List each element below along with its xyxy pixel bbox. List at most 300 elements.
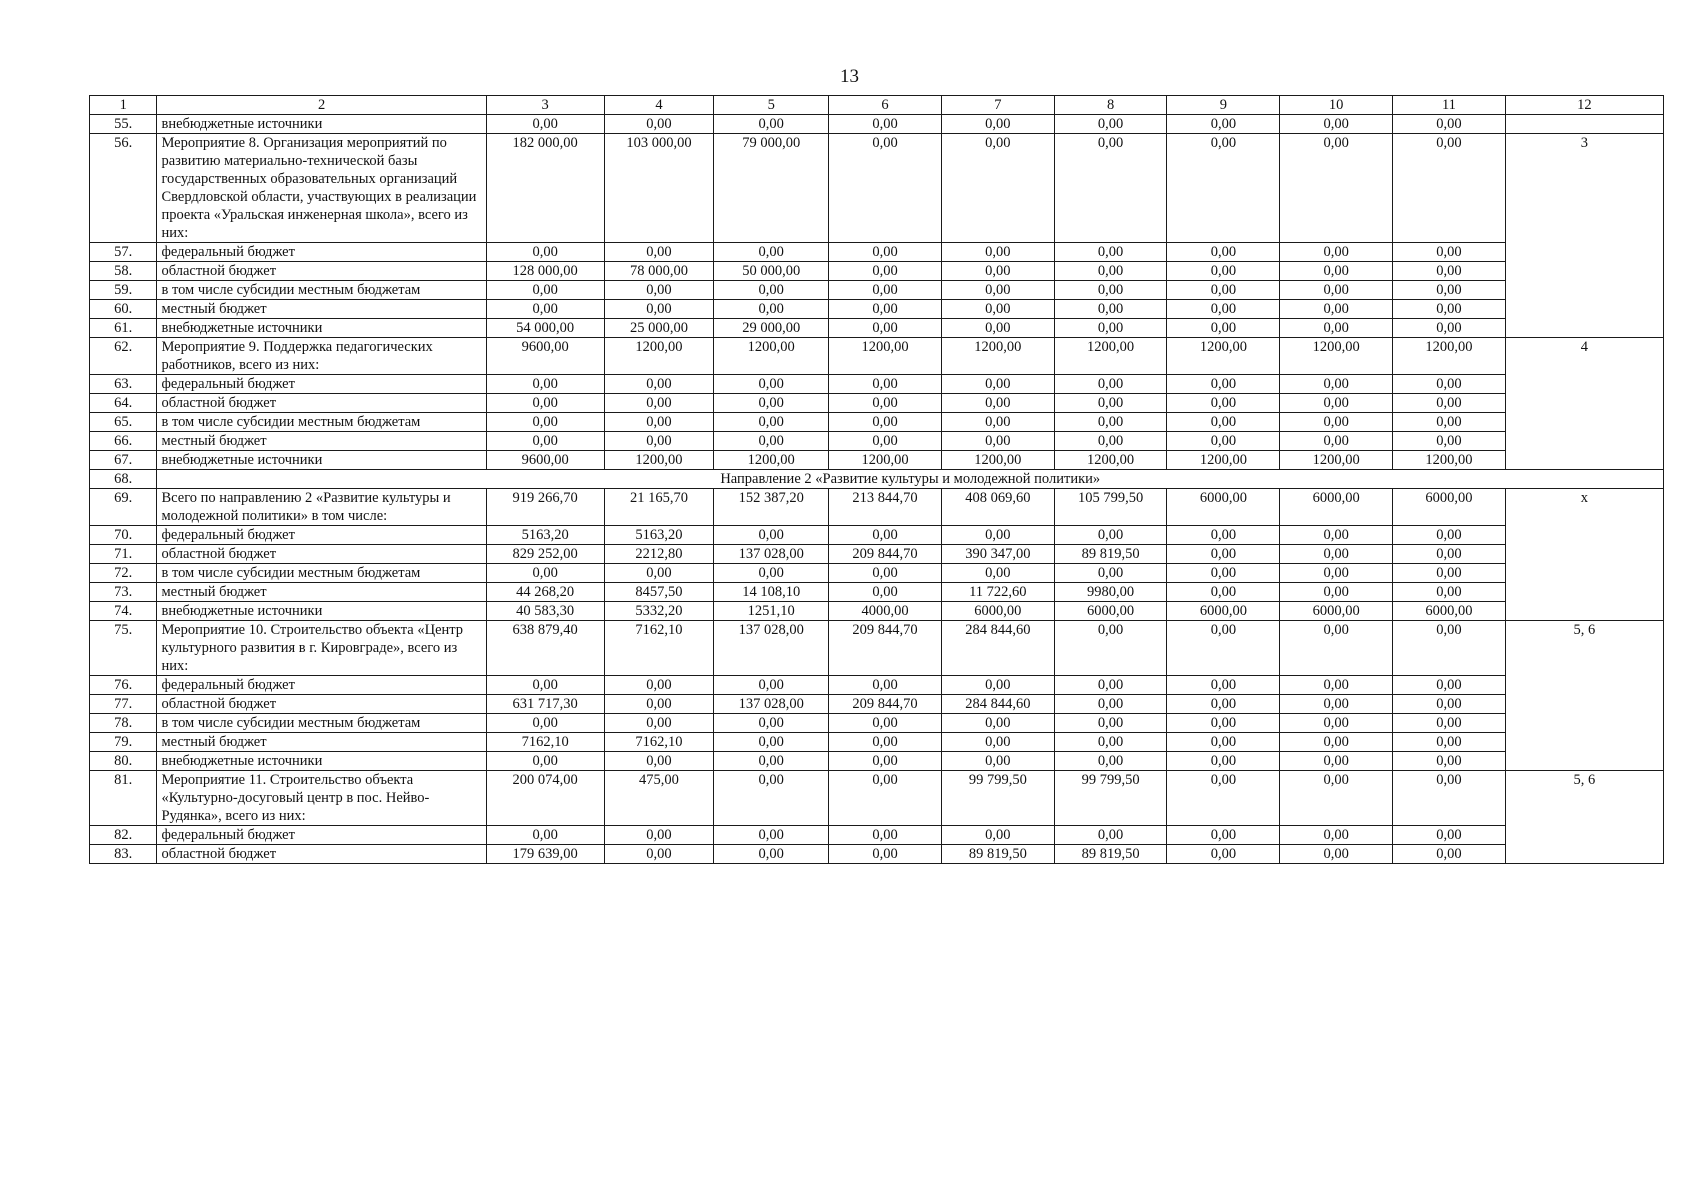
ref-cell: 4: [1505, 338, 1663, 470]
value-cell: 0,00: [714, 300, 829, 319]
value-cell: 99 799,50: [941, 771, 1054, 826]
value-cell: 0,00: [1280, 262, 1393, 281]
value-cell: 0,00: [829, 526, 942, 545]
header-row: [90, 96, 1664, 115]
table-row: [90, 845, 1664, 864]
table-row: [90, 489, 1664, 526]
value-cell: 0,00: [714, 733, 829, 752]
row-name: Мероприятие 10. Строительство объекта «Центр культурного развития в г. Кировграде», всего из них:: [157, 621, 486, 676]
value-cell: 0,00: [714, 375, 829, 394]
row-number: 83.: [90, 845, 157, 864]
value-cell: 0,00: [604, 375, 714, 394]
row-number: 75.: [90, 621, 157, 676]
value-cell: 0,00: [1280, 134, 1393, 243]
value-cell: 0,00: [1167, 826, 1280, 845]
value-cell: 0,00: [829, 281, 942, 300]
row-number: 58.: [90, 262, 157, 281]
value-cell: 0,00: [1167, 394, 1280, 413]
value-cell: 40 583,30: [486, 602, 604, 621]
value-cell: 0,00: [941, 564, 1054, 583]
value-cell: 0,00: [829, 676, 942, 695]
row-number: 74.: [90, 602, 157, 621]
value-cell: 0,00: [486, 300, 604, 319]
value-cell: 0,00: [1054, 676, 1167, 695]
row-name: местный бюджет: [157, 583, 486, 602]
table-row: [90, 621, 1664, 676]
value-cell: 99 799,50: [1054, 771, 1167, 826]
value-cell: 1200,00: [714, 338, 829, 375]
value-cell: 0,00: [1280, 115, 1393, 134]
row-name: в том числе субсидии местным бюджетам: [157, 714, 486, 733]
value-cell: 631 717,30: [486, 695, 604, 714]
table-row: [90, 526, 1664, 545]
value-cell: 0,00: [1054, 413, 1167, 432]
value-cell: 54 000,00: [486, 319, 604, 338]
value-cell: 0,00: [1393, 526, 1506, 545]
row-number: 55.: [90, 115, 157, 134]
value-cell: 0,00: [1167, 432, 1280, 451]
row-number: 71.: [90, 545, 157, 564]
value-cell: 0,00: [604, 394, 714, 413]
value-cell: 0,00: [829, 300, 942, 319]
value-cell: 1200,00: [714, 451, 829, 470]
ref-cell: 5, 6: [1505, 771, 1663, 864]
row-name: внебюджетные источники: [157, 319, 486, 338]
value-cell: 1200,00: [1054, 451, 1167, 470]
value-cell: 0,00: [941, 394, 1054, 413]
value-cell: 209 844,70: [829, 621, 942, 676]
header-cell: 1: [90, 96, 157, 115]
value-cell: 0,00: [1280, 845, 1393, 864]
header-cell: 5: [714, 96, 829, 115]
table-row: [90, 451, 1664, 470]
value-cell: 0,00: [1280, 826, 1393, 845]
value-cell: 0,00: [941, 413, 1054, 432]
value-cell: 0,00: [1280, 564, 1393, 583]
row-name: Мероприятие 11. Строительство объекта «Культурно-досуговый центр в пос. Нейво-Рудянка», всего из них:: [157, 771, 486, 826]
row-number: 77.: [90, 695, 157, 714]
value-cell: 0,00: [604, 413, 714, 432]
table-row: [90, 319, 1664, 338]
value-cell: 0,00: [1280, 243, 1393, 262]
value-cell: 128 000,00: [486, 262, 604, 281]
value-cell: 0,00: [941, 134, 1054, 243]
value-cell: 5163,20: [604, 526, 714, 545]
header-cell: 6: [829, 96, 942, 115]
value-cell: 0,00: [941, 243, 1054, 262]
value-cell: 0,00: [714, 752, 829, 771]
value-cell: 2212,80: [604, 545, 714, 564]
value-cell: 0,00: [1393, 134, 1506, 243]
value-cell: 152 387,20: [714, 489, 829, 526]
value-cell: 0,00: [714, 526, 829, 545]
row-number: 59.: [90, 281, 157, 300]
value-cell: 0,00: [829, 394, 942, 413]
value-cell: 6000,00: [941, 602, 1054, 621]
header-cell: 4: [604, 96, 714, 115]
value-cell: 1200,00: [1167, 451, 1280, 470]
value-cell: 89 819,50: [941, 845, 1054, 864]
value-cell: 0,00: [604, 695, 714, 714]
table-row: [90, 281, 1664, 300]
value-cell: 0,00: [1054, 300, 1167, 319]
value-cell: 0,00: [1280, 375, 1393, 394]
value-cell: 209 844,70: [829, 695, 942, 714]
value-cell: 79 000,00: [714, 134, 829, 243]
value-cell: 0,00: [829, 714, 942, 733]
value-cell: 0,00: [1393, 545, 1506, 564]
row-number: 66.: [90, 432, 157, 451]
value-cell: 0,00: [1393, 115, 1506, 134]
value-cell: 0,00: [1393, 695, 1506, 714]
row-number: 80.: [90, 752, 157, 771]
value-cell: 6000,00: [1280, 602, 1393, 621]
value-cell: 0,00: [1167, 134, 1280, 243]
value-cell: 5332,20: [604, 602, 714, 621]
value-cell: 0,00: [1054, 752, 1167, 771]
value-cell: 8457,50: [604, 583, 714, 602]
value-cell: 0,00: [941, 526, 1054, 545]
table-row: [90, 134, 1664, 243]
value-cell: 0,00: [604, 826, 714, 845]
value-cell: 4000,00: [829, 602, 942, 621]
value-cell: 0,00: [829, 134, 942, 243]
row-number: 72.: [90, 564, 157, 583]
value-cell: 7162,10: [604, 733, 714, 752]
row-name: внебюджетные источники: [157, 451, 486, 470]
header-cell: 12: [1505, 96, 1663, 115]
value-cell: 137 028,00: [714, 621, 829, 676]
value-cell: 0,00: [941, 281, 1054, 300]
value-cell: 0,00: [1167, 695, 1280, 714]
value-cell: 0,00: [714, 413, 829, 432]
value-cell: 0,00: [604, 243, 714, 262]
value-cell: 105 799,50: [1054, 489, 1167, 526]
table-row: [90, 695, 1664, 714]
ref-cell: 5, 6: [1505, 621, 1663, 771]
value-cell: 0,00: [604, 714, 714, 733]
value-cell: 0,00: [1167, 281, 1280, 300]
value-cell: 78 000,00: [604, 262, 714, 281]
value-cell: 89 819,50: [1054, 545, 1167, 564]
value-cell: 0,00: [1280, 733, 1393, 752]
budget-table: [89, 95, 1664, 864]
value-cell: 9600,00: [486, 338, 604, 375]
row-number: 67.: [90, 451, 157, 470]
table-row: [90, 338, 1664, 375]
row-number: 62.: [90, 338, 157, 375]
row-name: в том числе субсидии местным бюджетам: [157, 564, 486, 583]
value-cell: 0,00: [604, 432, 714, 451]
row-name: областной бюджет: [157, 695, 486, 714]
value-cell: 0,00: [829, 375, 942, 394]
value-cell: 0,00: [941, 115, 1054, 134]
value-cell: 0,00: [714, 432, 829, 451]
value-cell: 6000,00: [1393, 489, 1506, 526]
value-cell: 1200,00: [1167, 338, 1280, 375]
table-row: [90, 300, 1664, 319]
value-cell: 0,00: [1393, 733, 1506, 752]
value-cell: 0,00: [829, 826, 942, 845]
value-cell: 390 347,00: [941, 545, 1054, 564]
value-cell: 0,00: [1280, 545, 1393, 564]
value-cell: 0,00: [829, 845, 942, 864]
value-cell: 0,00: [829, 432, 942, 451]
value-cell: 137 028,00: [714, 695, 829, 714]
value-cell: 0,00: [1280, 526, 1393, 545]
table-row: [90, 826, 1664, 845]
ref-cell: x: [1505, 489, 1663, 621]
value-cell: 0,00: [1054, 621, 1167, 676]
row-name: местный бюджет: [157, 733, 486, 752]
value-cell: 0,00: [1054, 281, 1167, 300]
value-cell: 0,00: [1393, 319, 1506, 338]
value-cell: 6000,00: [1054, 602, 1167, 621]
value-cell: 0,00: [1054, 733, 1167, 752]
value-cell: 0,00: [829, 583, 942, 602]
value-cell: 1200,00: [829, 451, 942, 470]
value-cell: 0,00: [604, 845, 714, 864]
value-cell: 1200,00: [1280, 451, 1393, 470]
value-cell: 0,00: [941, 375, 1054, 394]
row-name: Мероприятие 8. Организация мероприятий по развитию материально-технической базы государственных образовательных организаций Свердловской области, участвующих в реализации проекта «Уральская инженерная школа», всего из них:: [157, 134, 486, 243]
value-cell: 0,00: [1393, 771, 1506, 826]
value-cell: 0,00: [1167, 243, 1280, 262]
table-row: [90, 733, 1664, 752]
value-cell: 0,00: [714, 676, 829, 695]
row-number: 56.: [90, 134, 157, 243]
row-number: 63.: [90, 375, 157, 394]
value-cell: 829 252,00: [486, 545, 604, 564]
value-cell: 209 844,70: [829, 545, 942, 564]
value-cell: 0,00: [486, 752, 604, 771]
value-cell: 0,00: [1167, 300, 1280, 319]
value-cell: 0,00: [1393, 752, 1506, 771]
value-cell: 182 000,00: [486, 134, 604, 243]
value-cell: 0,00: [941, 714, 1054, 733]
value-cell: 0,00: [1280, 676, 1393, 695]
row-name: местный бюджет: [157, 300, 486, 319]
table-row: [90, 676, 1664, 695]
value-cell: 0,00: [829, 319, 942, 338]
value-cell: 0,00: [1167, 319, 1280, 338]
header-cell: 3: [486, 96, 604, 115]
row-name: Всего по направлению 2 «Развитие культуры и молодежной политики» в том числе:: [157, 489, 486, 526]
row-name: внебюджетные источники: [157, 752, 486, 771]
value-cell: 29 000,00: [714, 319, 829, 338]
value-cell: 0,00: [1393, 375, 1506, 394]
value-cell: 6000,00: [1280, 489, 1393, 526]
row-name: областной бюджет: [157, 262, 486, 281]
value-cell: 0,00: [1280, 281, 1393, 300]
value-cell: 0,00: [829, 115, 942, 134]
value-cell: 408 069,60: [941, 489, 1054, 526]
value-cell: 0,00: [714, 564, 829, 583]
value-cell: 0,00: [486, 281, 604, 300]
value-cell: 0,00: [486, 826, 604, 845]
row-name: федеральный бюджет: [157, 243, 486, 262]
table-row: [90, 564, 1664, 583]
value-cell: 0,00: [604, 300, 714, 319]
value-cell: 7162,10: [486, 733, 604, 752]
ref-cell: [1505, 115, 1663, 134]
value-cell: 89 819,50: [1054, 845, 1167, 864]
value-cell: 0,00: [941, 826, 1054, 845]
value-cell: 0,00: [604, 752, 714, 771]
value-cell: 0,00: [486, 394, 604, 413]
value-cell: 0,00: [1167, 375, 1280, 394]
value-cell: 1200,00: [941, 451, 1054, 470]
value-cell: 0,00: [941, 319, 1054, 338]
table-row: [90, 413, 1664, 432]
value-cell: 0,00: [1054, 262, 1167, 281]
row-number: 57.: [90, 243, 157, 262]
value-cell: 0,00: [1054, 526, 1167, 545]
value-cell: 0,00: [1167, 752, 1280, 771]
value-cell: 0,00: [1393, 621, 1506, 676]
value-cell: 0,00: [1393, 262, 1506, 281]
value-cell: 0,00: [604, 281, 714, 300]
value-cell: 0,00: [1280, 771, 1393, 826]
value-cell: 0,00: [486, 375, 604, 394]
value-cell: 284 844,60: [941, 621, 1054, 676]
value-cell: 0,00: [1054, 695, 1167, 714]
value-cell: 475,00: [604, 771, 714, 826]
value-cell: 0,00: [1167, 413, 1280, 432]
value-cell: 179 639,00: [486, 845, 604, 864]
value-cell: 0,00: [714, 394, 829, 413]
value-cell: 0,00: [1054, 394, 1167, 413]
value-cell: 9980,00: [1054, 583, 1167, 602]
value-cell: 0,00: [1280, 394, 1393, 413]
header-cell: 8: [1054, 96, 1167, 115]
value-cell: 0,00: [1054, 564, 1167, 583]
value-cell: 0,00: [941, 733, 1054, 752]
value-cell: 0,00: [1393, 281, 1506, 300]
table-row: [90, 432, 1664, 451]
table-row: [90, 115, 1664, 134]
value-cell: 0,00: [714, 243, 829, 262]
row-name: федеральный бюджет: [157, 676, 486, 695]
table-row: [90, 394, 1664, 413]
value-cell: 0,00: [486, 714, 604, 733]
value-cell: 0,00: [1280, 714, 1393, 733]
value-cell: 0,00: [829, 733, 942, 752]
value-cell: 9600,00: [486, 451, 604, 470]
value-cell: 0,00: [714, 826, 829, 845]
row-name: внебюджетные источники: [157, 115, 486, 134]
row-name: федеральный бюджет: [157, 526, 486, 545]
value-cell: 0,00: [1280, 300, 1393, 319]
value-cell: 0,00: [604, 676, 714, 695]
value-cell: 14 108,10: [714, 583, 829, 602]
row-number: 69.: [90, 489, 157, 526]
value-cell: 0,00: [1054, 134, 1167, 243]
table-row: [90, 375, 1664, 394]
value-cell: 0,00: [1393, 432, 1506, 451]
value-cell: 0,00: [486, 115, 604, 134]
row-name: в том числе субсидии местным бюджетам: [157, 281, 486, 300]
value-cell: 103 000,00: [604, 134, 714, 243]
value-cell: 1200,00: [604, 338, 714, 375]
value-cell: 1200,00: [941, 338, 1054, 375]
value-cell: 0,00: [941, 676, 1054, 695]
value-cell: 0,00: [486, 432, 604, 451]
value-cell: 0,00: [604, 564, 714, 583]
header-cell: 10: [1280, 96, 1393, 115]
value-cell: 0,00: [1393, 845, 1506, 864]
table-row: [90, 752, 1664, 771]
row-name: федеральный бюджет: [157, 826, 486, 845]
value-cell: 0,00: [486, 564, 604, 583]
value-cell: 0,00: [1393, 243, 1506, 262]
value-cell: 0,00: [1280, 583, 1393, 602]
value-cell: 0,00: [1167, 845, 1280, 864]
value-cell: 0,00: [1280, 413, 1393, 432]
value-cell: 1200,00: [604, 451, 714, 470]
value-cell: 0,00: [1167, 733, 1280, 752]
header-cell: 9: [1167, 96, 1280, 115]
row-number: 70.: [90, 526, 157, 545]
value-cell: 50 000,00: [714, 262, 829, 281]
value-cell: 0,00: [829, 752, 942, 771]
section-title: Направление 2 «Развитие культуры и молодежной политики»: [157, 470, 1664, 489]
header-cell: 11: [1393, 96, 1506, 115]
value-cell: 1251,10: [714, 602, 829, 621]
value-cell: 0,00: [486, 413, 604, 432]
value-cell: 0,00: [1167, 583, 1280, 602]
value-cell: 0,00: [941, 752, 1054, 771]
value-cell: 0,00: [1167, 262, 1280, 281]
table-row: [90, 243, 1664, 262]
value-cell: 0,00: [1054, 115, 1167, 134]
value-cell: 1200,00: [1393, 338, 1506, 375]
value-cell: 0,00: [1393, 413, 1506, 432]
section-row: [90, 470, 1664, 489]
value-cell: 0,00: [1054, 375, 1167, 394]
row-name: областной бюджет: [157, 545, 486, 564]
value-cell: 0,00: [714, 115, 829, 134]
row-number: 78.: [90, 714, 157, 733]
value-cell: 5163,20: [486, 526, 604, 545]
page-number: 13: [840, 66, 859, 87]
value-cell: 0,00: [1167, 115, 1280, 134]
value-cell: 21 165,70: [604, 489, 714, 526]
value-cell: 0,00: [1054, 243, 1167, 262]
value-cell: 919 266,70: [486, 489, 604, 526]
row-number: 82.: [90, 826, 157, 845]
value-cell: 6000,00: [1393, 602, 1506, 621]
value-cell: 0,00: [1167, 526, 1280, 545]
value-cell: 0,00: [941, 432, 1054, 451]
value-cell: 25 000,00: [604, 319, 714, 338]
value-cell: 0,00: [829, 243, 942, 262]
value-cell: 0,00: [1054, 826, 1167, 845]
value-cell: 0,00: [829, 564, 942, 583]
value-cell: 1200,00: [829, 338, 942, 375]
row-number: 68.: [90, 470, 157, 489]
value-cell: 0,00: [1393, 300, 1506, 319]
value-cell: 0,00: [1167, 771, 1280, 826]
value-cell: 200 074,00: [486, 771, 604, 826]
value-cell: 0,00: [1280, 752, 1393, 771]
value-cell: 137 028,00: [714, 545, 829, 564]
table-row: [90, 771, 1664, 826]
value-cell: 44 268,20: [486, 583, 604, 602]
value-cell: 0,00: [1054, 319, 1167, 338]
value-cell: 0,00: [1167, 621, 1280, 676]
header-cell: 7: [941, 96, 1054, 115]
